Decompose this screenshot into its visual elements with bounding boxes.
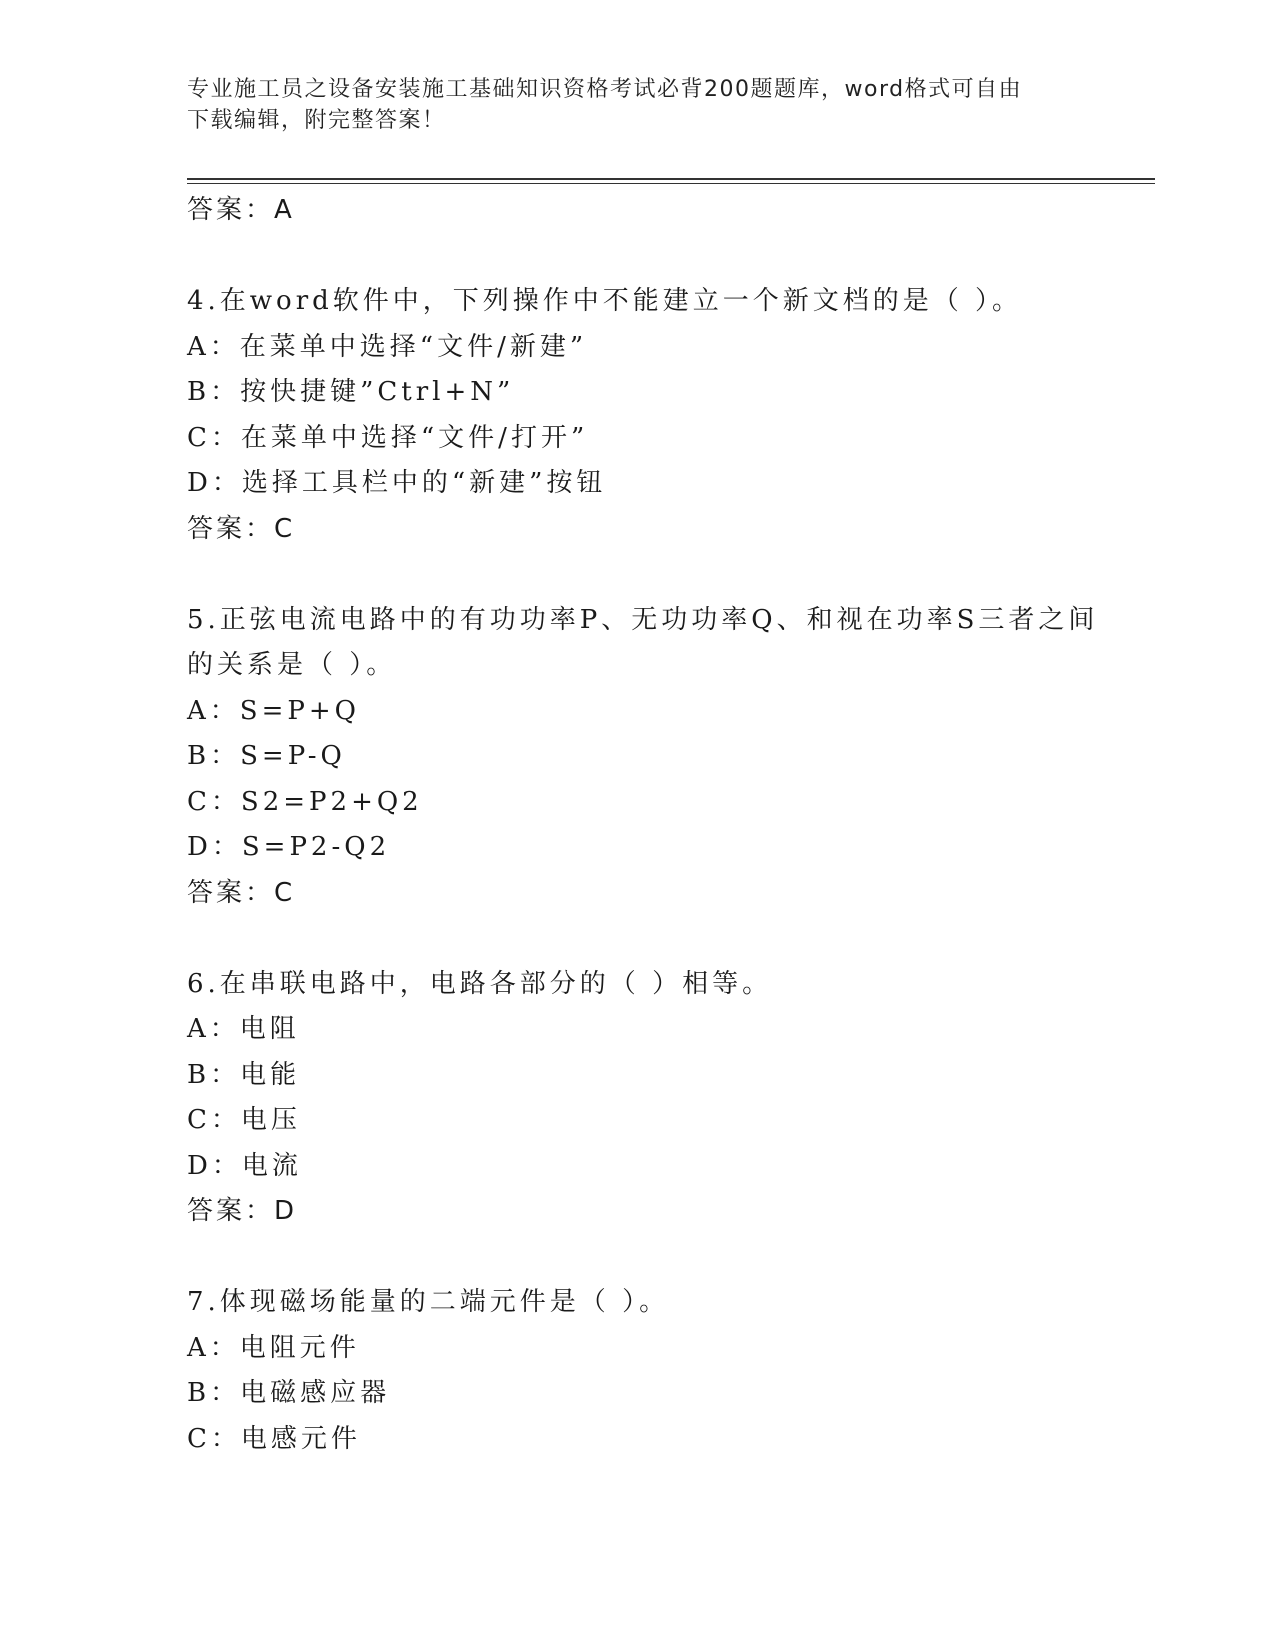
answer-line: 答案：C: [187, 513, 296, 544]
option-d: D：选择工具栏中的“新建”按钮: [187, 468, 607, 498]
header-divider-thick: [187, 178, 1155, 180]
option-a: A：电阻: [187, 1014, 300, 1044]
option-c: C：电压: [187, 1105, 301, 1135]
header-line-1: 专业施工员之设备安装施工基础知识资格考试必背200题题库，word格式可自由: [187, 77, 1023, 102]
option-a: A：在菜单中选择“文件/新建”: [187, 331, 588, 362]
question-block: [187, 598, 1099, 917]
question-stem: 7.体现磁场能量的二端元件是（ ）。: [187, 1287, 670, 1317]
option-b: B：电磁感应器: [187, 1378, 391, 1408]
question-block: [187, 279, 1087, 552]
option-d: D：S=P2-Q2: [187, 832, 391, 862]
question-stem: 6.在串联电路中，电路各部分的（ ）相等。: [187, 968, 773, 999]
question-stem-continued: 的关系是（ ）。: [187, 650, 397, 680]
document-body: [187, 188, 1099, 1462]
question-block: [187, 1280, 1087, 1462]
option-b: B：按快捷键”Ctrl+N”: [187, 377, 515, 407]
header-divider-thin: [187, 183, 1155, 184]
question-stem: 5.正弦电流电路中的有功功率P、无功功率Q、和视在功率S三者之间: [187, 604, 1099, 635]
spacer: [187, 552, 1087, 598]
spacer: [187, 234, 1087, 280]
option-d: D：电流: [187, 1150, 302, 1181]
answer-line: 答案：C: [187, 877, 296, 908]
option-b: B：S=P-Q: [187, 741, 346, 771]
question-stem: 4.在word软件中，下列操作中不能建立一个新文档的是（ ）。: [187, 286, 1023, 316]
option-a: A：电阻元件: [187, 1332, 360, 1363]
option-c: C：在菜单中选择“文件/打开”: [187, 422, 589, 453]
option-c: C：电感元件: [187, 1423, 361, 1454]
header-line-2: 下载编辑，附完整答案！: [187, 108, 446, 133]
document-header: [187, 74, 1067, 136]
option-a: A：S=P+Q: [187, 695, 360, 726]
spacer: [187, 916, 1087, 962]
answer-line: 答案：A: [187, 195, 295, 225]
option-b: B：电能: [187, 1059, 301, 1090]
question-block: [187, 962, 1087, 1235]
spacer: [187, 1235, 1087, 1281]
option-c: C：S2=P2+Q2: [187, 786, 423, 817]
answer-line: 答案：D: [187, 1196, 298, 1226]
